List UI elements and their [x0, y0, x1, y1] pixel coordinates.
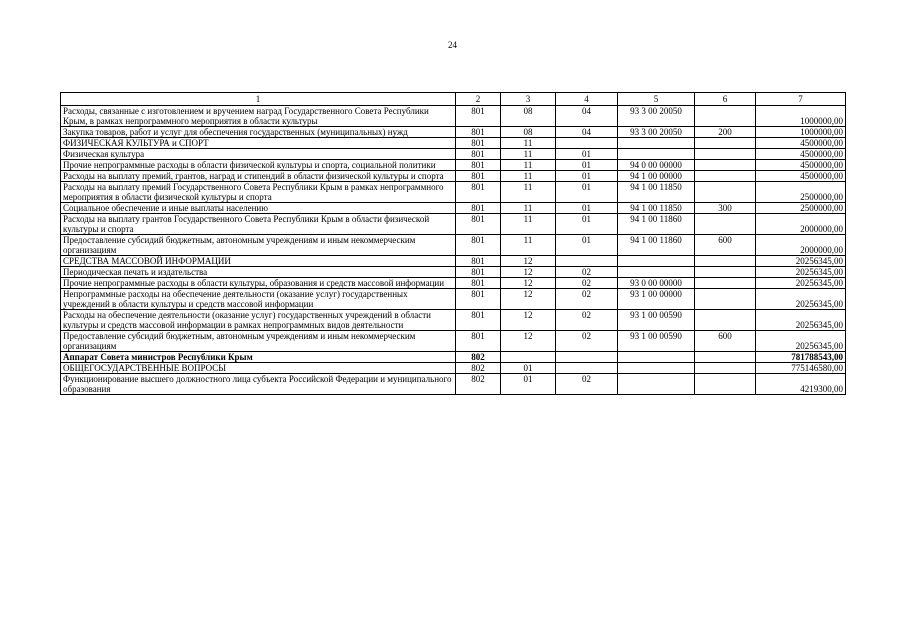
- cell-subsection: 01: [556, 160, 618, 171]
- cell-admin-code: 801: [456, 149, 501, 160]
- cell-admin-code: 801: [456, 182, 501, 203]
- cell-expense-type: [695, 374, 756, 395]
- cell-target-article: 93 1 00 00590: [618, 310, 695, 331]
- cell-subsection: 02: [556, 289, 618, 310]
- table-row: [61, 289, 846, 310]
- table-row: [61, 203, 846, 214]
- cell-admin-code: 801: [456, 214, 501, 235]
- table-row: [61, 171, 846, 182]
- table-row: [61, 278, 846, 289]
- cell-name: Расходы на выплату премий Государственного Совета Республики Крым в рамках непрограммного мероприятия в области физической культуры и спорта: [61, 182, 456, 203]
- cell-name: Непрограммные расходы на обеспечение деятельности (оказание услуг) государственных учреждений в области культуры и средств массовой информации: [61, 289, 456, 310]
- table-row: [61, 149, 846, 160]
- cell-section: 08: [501, 106, 556, 127]
- cell-admin-code: 801: [456, 331, 501, 352]
- cell-admin-code: 802: [456, 363, 501, 374]
- cell-admin-code: 801: [456, 289, 501, 310]
- cell-expense-type: [695, 171, 756, 182]
- cell-amount: 20256345,00: [756, 310, 846, 331]
- header-col-3: 3: [501, 93, 556, 106]
- cell-name: Предоставление субсидий бюджетным, автономным учреждениям и иным некоммерческим организациям: [61, 331, 456, 352]
- cell-amount: 781788543,00: [756, 352, 846, 363]
- cell-subsection: 01: [556, 235, 618, 256]
- cell-subsection: 02: [556, 331, 618, 352]
- cell-target-article: 93 3 00 20050: [618, 106, 695, 127]
- cell-section: [501, 352, 556, 363]
- table-row: [61, 138, 846, 149]
- cell-target-article: 94 1 00 11860: [618, 214, 695, 235]
- cell-target-article: [618, 149, 695, 160]
- table-row: [61, 267, 846, 278]
- cell-expense-type: [695, 363, 756, 374]
- cell-section: 12: [501, 289, 556, 310]
- table-row: [61, 374, 846, 395]
- cell-amount: 20256345,00: [756, 278, 846, 289]
- cell-expense-type: 600: [695, 331, 756, 352]
- table-row: [61, 127, 846, 138]
- cell-subsection: [556, 138, 618, 149]
- cell-target-article: [618, 374, 695, 395]
- table-row: [61, 310, 846, 331]
- cell-amount: 20256345,00: [756, 256, 846, 267]
- cell-subsection: 01: [556, 149, 618, 160]
- cell-section: 08: [501, 127, 556, 138]
- table-row: [61, 331, 846, 352]
- table-row: [61, 106, 846, 127]
- cell-section: 12: [501, 310, 556, 331]
- cell-name: Прочие непрограммные расходы в области культуры, образования и средств массовой информации: [61, 278, 456, 289]
- cell-amount: 2500000,00: [756, 203, 846, 214]
- cell-amount: 4500000,00: [756, 138, 846, 149]
- cell-amount: 2000000,00: [756, 214, 846, 235]
- cell-admin-code: 801: [456, 160, 501, 171]
- cell-expense-type: 600: [695, 235, 756, 256]
- cell-subsection: 02: [556, 310, 618, 331]
- cell-section: 12: [501, 256, 556, 267]
- cell-target-article: [618, 267, 695, 278]
- cell-admin-code: 801: [456, 256, 501, 267]
- cell-subsection: 01: [556, 182, 618, 203]
- table-row: [61, 352, 846, 363]
- cell-expense-type: [695, 289, 756, 310]
- cell-expense-type: [695, 214, 756, 235]
- cell-section: 12: [501, 267, 556, 278]
- cell-admin-code: 801: [456, 171, 501, 182]
- cell-target-article: [618, 138, 695, 149]
- cell-target-article: 94 1 00 11850: [618, 182, 695, 203]
- cell-subsection: [556, 352, 618, 363]
- cell-expense-type: [695, 149, 756, 160]
- header-col-7: 7: [756, 93, 846, 106]
- cell-name: Аппарат Совета министров Республики Крым: [61, 352, 456, 363]
- cell-admin-code: 801: [456, 278, 501, 289]
- cell-admin-code: 801: [456, 127, 501, 138]
- cell-section: 01: [501, 363, 556, 374]
- cell-name: Расходы на выплату грантов Государственного Совета Республики Крым в области физической культуры и спорта: [61, 214, 456, 235]
- cell-section: 11: [501, 149, 556, 160]
- cell-expense-type: 200: [695, 127, 756, 138]
- cell-name: Расходы на выплату премий, грантов, наград и стипендий в области физической культуры и спорта: [61, 171, 456, 182]
- cell-expense-type: [695, 267, 756, 278]
- table-body: [61, 106, 846, 395]
- header-col-4: 4: [556, 93, 618, 106]
- cell-amount: 20256345,00: [756, 289, 846, 310]
- cell-name: Прочие непрограммные расходы в области физической культуры и спорта, социальной политики: [61, 160, 456, 171]
- cell-name: ОБЩЕГОСУДАРСТВЕННЫЕ ВОПРОСЫ: [61, 363, 456, 374]
- table-row: [61, 256, 846, 267]
- table-row: [61, 182, 846, 203]
- cell-section: 01: [501, 374, 556, 395]
- cell-amount: 775146580,00: [756, 363, 846, 374]
- cell-expense-type: [695, 160, 756, 171]
- cell-expense-type: [695, 310, 756, 331]
- table-row: [61, 214, 846, 235]
- cell-name: ФИЗИЧЕСКАЯ КУЛЬТУРА и СПОРТ: [61, 138, 456, 149]
- cell-section: 11: [501, 171, 556, 182]
- cell-name: Функционирование высшего должностного лица субъекта Российской Федерации и муниципального образования: [61, 374, 456, 395]
- header-col-1: 1: [61, 93, 456, 106]
- cell-amount: 20256345,00: [756, 267, 846, 278]
- cell-target-article: 94 1 00 11860: [618, 235, 695, 256]
- cell-expense-type: [695, 106, 756, 127]
- cell-admin-code: 801: [456, 203, 501, 214]
- budget-table: [60, 92, 846, 395]
- cell-section: 11: [501, 138, 556, 149]
- cell-name: Периодическая печать и издательства: [61, 267, 456, 278]
- cell-amount: 1000000,00: [756, 106, 846, 127]
- cell-name: Расходы, связанные с изготовлением и вручением наград Государственного Совета Республики Крым, в рамках непрограммного мероприятия в области культуры: [61, 106, 456, 127]
- cell-expense-type: [695, 352, 756, 363]
- cell-subsection: 01: [556, 171, 618, 182]
- cell-name: Социальное обеспечение и иные выплаты населению: [61, 203, 456, 214]
- cell-section: 12: [501, 278, 556, 289]
- cell-subsection: 02: [556, 267, 618, 278]
- cell-target-article: 94 0 00 00000: [618, 160, 695, 171]
- cell-target-article: [618, 363, 695, 374]
- cell-subsection: [556, 363, 618, 374]
- cell-amount: 4219300,00: [756, 374, 846, 395]
- page-number: 24: [448, 40, 457, 50]
- cell-admin-code: 802: [456, 374, 501, 395]
- cell-target-article: 93 3 00 20050: [618, 127, 695, 138]
- cell-amount: 4500000,00: [756, 160, 846, 171]
- cell-expense-type: [695, 138, 756, 149]
- cell-amount: 20256345,00: [756, 331, 846, 352]
- cell-subsection: 04: [556, 127, 618, 138]
- header-col-6: 6: [695, 93, 756, 106]
- cell-section: 11: [501, 214, 556, 235]
- cell-subsection: [556, 256, 618, 267]
- cell-expense-type: 300: [695, 203, 756, 214]
- cell-name: СРЕДСТВА МАССОВОЙ ИНФОРМАЦИИ: [61, 256, 456, 267]
- table-row: [61, 235, 846, 256]
- cell-amount: 2000000,00: [756, 235, 846, 256]
- cell-section: 11: [501, 160, 556, 171]
- cell-amount: 2500000,00: [756, 182, 846, 203]
- cell-admin-code: 801: [456, 235, 501, 256]
- cell-target-article: 93 0 00 00000: [618, 278, 695, 289]
- cell-target-article: 94 1 00 11850: [618, 203, 695, 214]
- cell-name: Предоставление субсидий бюджетным, автономным учреждениям и иным некоммерческим организациям: [61, 235, 456, 256]
- cell-section: 11: [501, 182, 556, 203]
- cell-subsection: 01: [556, 203, 618, 214]
- cell-subsection: 04: [556, 106, 618, 127]
- cell-amount: 4500000,00: [756, 171, 846, 182]
- cell-subsection: 01: [556, 214, 618, 235]
- cell-target-article: 94 1 00 00000: [618, 171, 695, 182]
- header-col-5: 5: [618, 93, 695, 106]
- cell-name: Расходы на обеспечение деятельности (оказание услуг) государственных учреждений в области культуры и средств массовой информации в рамках непрограммных видов деятельности: [61, 310, 456, 331]
- cell-section: 11: [501, 235, 556, 256]
- cell-admin-code: 801: [456, 106, 501, 127]
- cell-target-article: [618, 352, 695, 363]
- table-header-row: [61, 93, 846, 106]
- cell-target-article: 93 1 00 00590: [618, 331, 695, 352]
- cell-amount: 4500000,00: [756, 149, 846, 160]
- cell-admin-code: 801: [456, 138, 501, 149]
- cell-amount: 1000000,00: [756, 127, 846, 138]
- header-col-2: 2: [456, 93, 501, 106]
- cell-expense-type: [695, 256, 756, 267]
- cell-target-article: 93 1 00 00000: [618, 289, 695, 310]
- cell-expense-type: [695, 278, 756, 289]
- cell-admin-code: 801: [456, 267, 501, 278]
- cell-subsection: 02: [556, 374, 618, 395]
- cell-subsection: 02: [556, 278, 618, 289]
- cell-section: 12: [501, 331, 556, 352]
- table-row: [61, 160, 846, 171]
- cell-target-article: [618, 256, 695, 267]
- cell-name: Закупка товаров, работ и услуг для обеспечения государственных (муниципальных) нужд: [61, 127, 456, 138]
- cell-expense-type: [695, 182, 756, 203]
- table-row: [61, 363, 846, 374]
- cell-name: Физическая культура: [61, 149, 456, 160]
- cell-admin-code: 801: [456, 310, 501, 331]
- cell-section: 11: [501, 203, 556, 214]
- cell-admin-code: 802: [456, 352, 501, 363]
